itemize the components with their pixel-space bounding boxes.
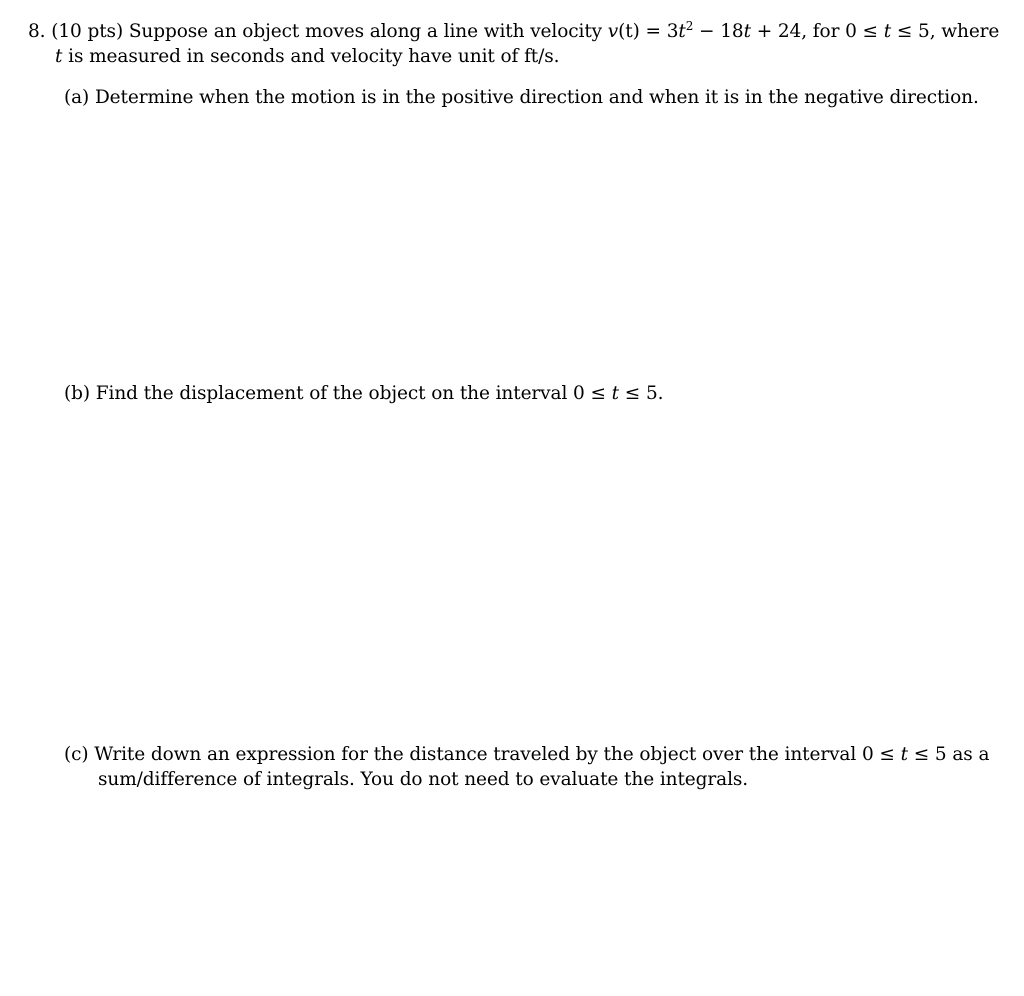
velocity-argument: (t) — [618, 21, 640, 42]
t-variable: t — [55, 46, 63, 67]
problem-statement-line-1 — [28, 19, 999, 45]
exponent: 2 — [685, 19, 694, 33]
part-c-line-1 — [64, 742, 989, 768]
t-variable: t — [678, 21, 686, 42]
part-b — [64, 381, 663, 407]
problem-number: 8. — [28, 21, 46, 42]
t-variable: t — [883, 21, 892, 42]
equals-sign: = 3 — [639, 21, 679, 42]
t-variable: t — [900, 744, 908, 765]
part-b-text: Find the displacement of the object on the interval 0 ≤ — [95, 383, 612, 404]
problem-statement-line-2 — [55, 44, 559, 70]
problem-points: (10 pts) — [51, 21, 124, 42]
t-variable: t — [611, 383, 620, 404]
expression-middle: − 18 — [693, 21, 744, 42]
units-description: is measured in seconds and velocity have unit of ft/s. — [62, 46, 560, 67]
part-a-text: Determine when the motion is in the positive direction and when it is in the negative direction. — [94, 87, 979, 108]
expression-constant-and-domain: + 24, for 0 ≤ — [750, 21, 884, 42]
part-c-text-line-2: sum/difference of integrals. You do not need to evaluate the integrals. — [98, 769, 749, 790]
part-c-tail: ≤ 5 as a — [907, 744, 990, 765]
expression-domain-end: ≤ 5, where — [891, 21, 1000, 42]
part-a — [64, 85, 979, 111]
t-variable: t — [743, 21, 751, 42]
part-c-line-2 — [98, 767, 748, 793]
part-c-text: Write down an expression for the distance traveled by the object over the interval 0 ≤ — [94, 744, 901, 765]
problem-intro: Suppose an object moves along a line with velocity — [128, 21, 603, 42]
part-a-label: (a) — [64, 87, 90, 108]
part-b-label: (b) — [64, 383, 90, 404]
velocity-function-symbol: v — [607, 21, 619, 42]
part-b-tail: ≤ 5. — [619, 383, 664, 404]
part-c-label: (c) — [64, 744, 89, 765]
